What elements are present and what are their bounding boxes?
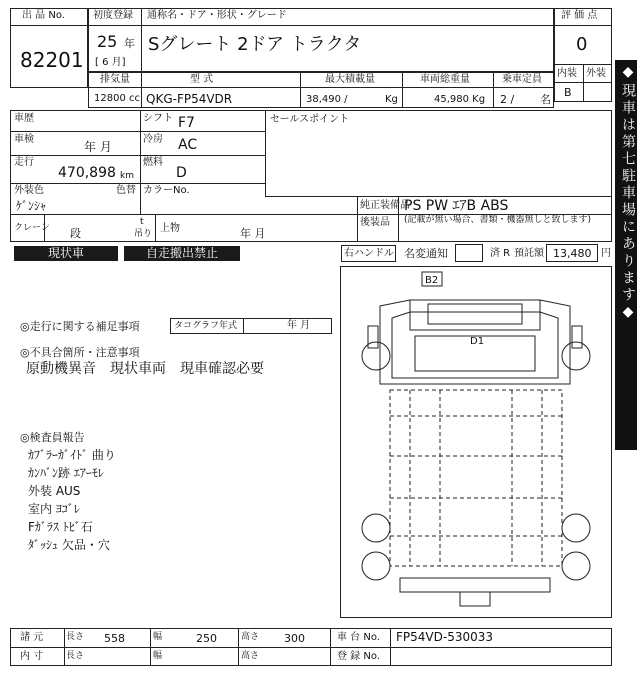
interior-label: 内装 bbox=[557, 68, 577, 79]
dims-label: 諸 元 bbox=[20, 632, 44, 643]
capacity-unit: 名 bbox=[540, 93, 551, 106]
name-label: 通称名・ドア・形状・グレード bbox=[147, 10, 287, 21]
damage-mark-d1: D1 bbox=[470, 336, 485, 347]
history-label: 車歴 bbox=[14, 113, 34, 124]
score-value: 0 bbox=[576, 34, 588, 55]
shift-label: シフト bbox=[143, 113, 173, 124]
inspection-label: 車検 bbox=[14, 134, 34, 145]
inspector-item: 外装 AUS bbox=[28, 484, 81, 498]
length-label: 長さ bbox=[66, 632, 85, 642]
running-notes-title: ◎走行に関する補足事項 bbox=[20, 320, 140, 333]
height-value: 300 bbox=[284, 632, 305, 645]
inside-length-label: 長さ bbox=[66, 651, 85, 661]
inspector-item: ﾀﾞｯｼｭ 欠品・穴 bbox=[28, 538, 110, 552]
color-value: ｹﾞﾝｼｬ bbox=[16, 199, 47, 213]
vehicle-diagram bbox=[340, 266, 612, 618]
height-label: 高さ bbox=[241, 632, 260, 642]
aftermarket-label: 後装品 bbox=[360, 217, 390, 228]
no-self-drive-badge: 自走搬出禁止 bbox=[124, 246, 240, 261]
defects-title: ◎不具合箇所・注意事項 bbox=[20, 346, 140, 359]
upper-label: 上物 bbox=[160, 223, 180, 234]
defects-text: 原動機異音 現状車両 現車確認必要 bbox=[26, 361, 264, 377]
current-condition-badge: 現状車 bbox=[14, 246, 118, 261]
displacement-value: 12800 cc bbox=[94, 93, 140, 104]
capacity-label: 乗車定員 bbox=[502, 74, 542, 85]
score-label: 評 価 点 bbox=[561, 10, 598, 21]
first-reg-month: [ 6 月] bbox=[95, 57, 126, 68]
mileage-value: 470,898 bbox=[58, 165, 116, 181]
model-value: QKG-FP54VDR bbox=[146, 92, 233, 106]
exterior-label: 外装 bbox=[586, 68, 606, 79]
capacity-value: 2 / bbox=[500, 93, 515, 106]
name-change-label: 名変通知 bbox=[404, 247, 448, 260]
model-label: 型 式 bbox=[190, 74, 214, 85]
color-no-label: カラーNo. bbox=[143, 185, 190, 196]
car-name: Sグレート 2ドア トラクタ bbox=[148, 34, 362, 55]
gross-value: 45,980 Kg bbox=[434, 94, 486, 105]
first-reg-year-unit: 年 bbox=[124, 37, 135, 50]
fuel-label: 燃料 bbox=[143, 157, 163, 168]
crane-lift-unit: t bbox=[140, 217, 144, 227]
lot-label: 出 品 No. bbox=[22, 10, 65, 21]
mileage-label: 走行 bbox=[14, 157, 34, 168]
chassis-value: FP54VD-530033 bbox=[396, 630, 493, 644]
inspection-value: 年 月 bbox=[84, 140, 112, 154]
crane-stages: 段 bbox=[70, 227, 81, 240]
aftermarket-note: (記載が無い場合、書類・機器無しと致します) bbox=[404, 215, 592, 225]
color-change-label: 色替 bbox=[116, 185, 136, 196]
registration-label: 登 録 No. bbox=[337, 651, 380, 662]
length-value: 558 bbox=[104, 632, 125, 645]
inside-dims-label: 内 寸 bbox=[20, 651, 44, 662]
sales-point-label: セールスポイント bbox=[270, 114, 350, 125]
parking-notice-text: ◆現車は第七駐車場にあります◆ bbox=[620, 64, 636, 323]
chassis-label: 車 台 No. bbox=[337, 632, 380, 643]
inspector-item: ｶﾌﾞﾗｰｶﾞｲﾄﾞ 曲り bbox=[28, 448, 116, 462]
inspector-item: 室内 ﾖｺﾞﾚ bbox=[28, 502, 80, 516]
maxload-label: 最大積載量 bbox=[325, 74, 375, 85]
name-change-box bbox=[455, 244, 483, 262]
damage-mark-b2: B2 bbox=[425, 275, 439, 286]
first-reg-label: 初度登録 bbox=[93, 10, 133, 21]
gross-label: 車両総重量 bbox=[420, 74, 470, 85]
mileage-unit: km bbox=[120, 171, 134, 181]
tacho-value: 年 月 bbox=[287, 320, 311, 331]
inspector-title: ◎検査員報告 bbox=[20, 431, 85, 444]
color-label: 外装色 bbox=[14, 185, 44, 196]
crane-lift-label: 吊り bbox=[134, 229, 153, 239]
fuel-value: D bbox=[176, 165, 187, 181]
inspector-item: Fｶﾞﾗｽ ﾄﾋﾞ石 bbox=[28, 520, 93, 534]
lot-number: 82201 bbox=[20, 48, 84, 72]
ac-label: 冷房 bbox=[143, 134, 163, 145]
factory-equip-label: 純正装備品 bbox=[360, 200, 410, 211]
recycle-prefix: 済 R bbox=[490, 248, 511, 259]
rhd-label: 右ハンドル bbox=[344, 248, 394, 259]
ac-value: AC bbox=[178, 137, 198, 153]
upper-date: 年 月 bbox=[240, 227, 266, 240]
inspector-item: ｶﾝﾊﾞﾝ跡 ｴｱｰﾓﾚ bbox=[28, 466, 104, 480]
parking-notice-banner bbox=[615, 60, 637, 450]
recycle-amount: 13,480 bbox=[553, 247, 592, 260]
shift-value: F7 bbox=[178, 115, 195, 131]
width-label: 幅 bbox=[153, 632, 163, 642]
crane-label: クレーン bbox=[14, 223, 50, 233]
inside-width-label: 幅 bbox=[153, 651, 163, 661]
recycle-unit: 円 bbox=[601, 248, 611, 259]
tacho-label: タコグラフ年式 bbox=[174, 321, 238, 331]
maxload-value: 38,490 / bbox=[306, 94, 348, 105]
maxload-unit: Kg bbox=[385, 94, 398, 105]
width-value: 250 bbox=[196, 632, 217, 645]
recycle-fixed-label: 預託額 bbox=[514, 248, 544, 259]
inside-height-label: 高さ bbox=[241, 651, 260, 661]
factory-equip-value: PS PW ｴｱB ABS bbox=[404, 198, 509, 214]
interior-grade: B bbox=[564, 86, 572, 99]
displacement-label: 排気量 bbox=[100, 74, 130, 85]
first-reg-year: 25 bbox=[97, 32, 118, 51]
